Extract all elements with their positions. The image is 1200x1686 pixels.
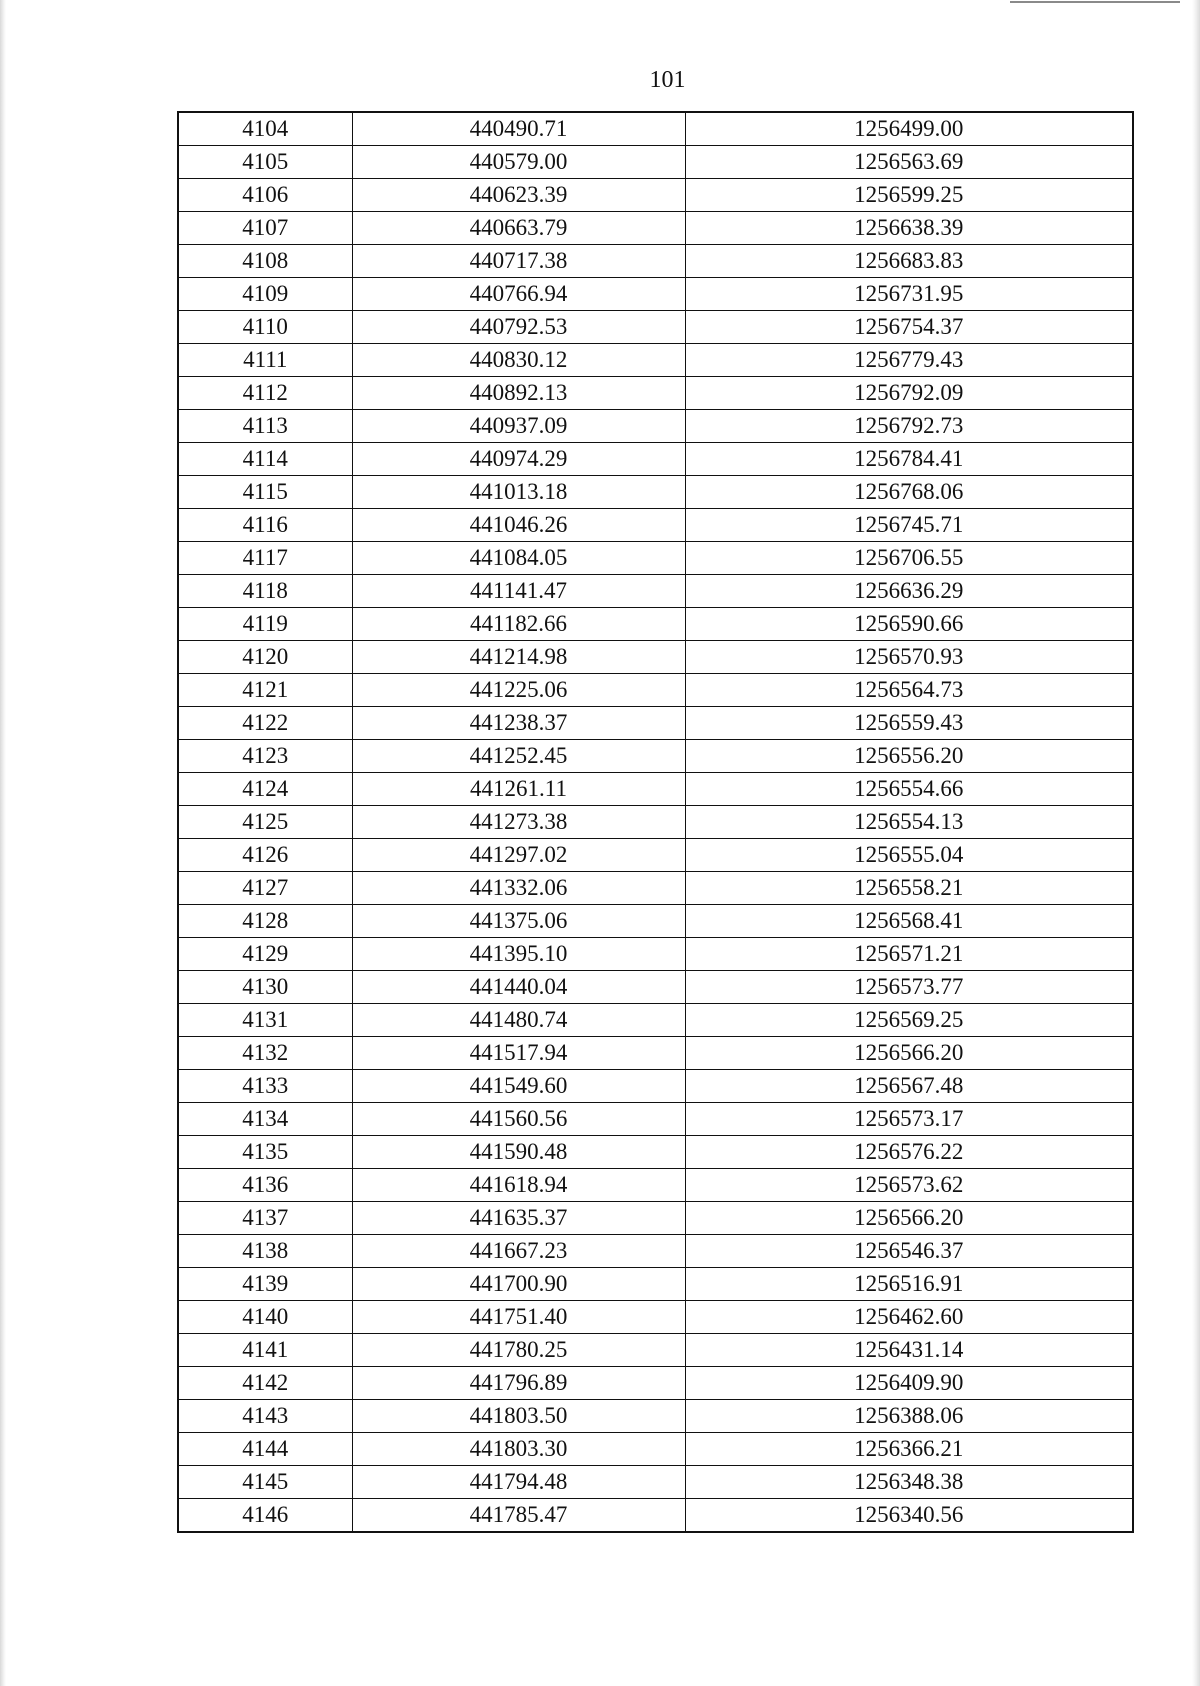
table-row <box>178 212 1133 245</box>
table-row <box>178 1169 1133 1202</box>
table-row <box>178 1367 1133 1400</box>
y-coordinate-cell: 1256590.66 <box>685 608 1133 641</box>
table-row <box>178 1499 1133 1533</box>
y-coordinate-cell: 1256556.20 <box>685 740 1133 773</box>
table-row <box>178 1268 1133 1301</box>
y-coordinate-cell: 1256409.90 <box>685 1367 1133 1400</box>
y-coordinate-cell: 1256573.77 <box>685 971 1133 1004</box>
table-row <box>178 476 1133 509</box>
point-id-cell: 4132 <box>178 1037 352 1070</box>
table-row <box>178 1037 1133 1070</box>
point-id-cell: 4115 <box>178 476 352 509</box>
point-id-cell: 4105 <box>178 146 352 179</box>
point-id-cell: 4145 <box>178 1466 352 1499</box>
table-row <box>178 443 1133 476</box>
y-coordinate-cell: 1256569.25 <box>685 1004 1133 1037</box>
x-coordinate-cell: 441549.60 <box>352 1070 685 1103</box>
y-coordinate-cell: 1256564.73 <box>685 674 1133 707</box>
x-coordinate-cell: 440830.12 <box>352 344 685 377</box>
table-row <box>178 1103 1133 1136</box>
x-coordinate-cell: 441796.89 <box>352 1367 685 1400</box>
table-row <box>178 1466 1133 1499</box>
scan-edge-left <box>0 0 6 1686</box>
y-coordinate-cell: 1256566.20 <box>685 1037 1133 1070</box>
scan-edge-right <box>1192 0 1200 1686</box>
x-coordinate-cell: 441785.47 <box>352 1499 685 1533</box>
point-id-cell: 4138 <box>178 1235 352 1268</box>
y-coordinate-cell: 1256566.20 <box>685 1202 1133 1235</box>
table-row <box>178 278 1133 311</box>
point-id-cell: 4119 <box>178 608 352 641</box>
point-id-cell: 4110 <box>178 311 352 344</box>
y-coordinate-cell: 1256683.83 <box>685 245 1133 278</box>
coordinate-table-body <box>178 112 1133 1532</box>
x-coordinate-cell: 441214.98 <box>352 641 685 674</box>
y-coordinate-cell: 1256571.21 <box>685 938 1133 971</box>
x-coordinate-cell: 441238.37 <box>352 707 685 740</box>
x-coordinate-cell: 441182.66 <box>352 608 685 641</box>
point-id-cell: 4123 <box>178 740 352 773</box>
x-coordinate-cell: 440663.79 <box>352 212 685 245</box>
x-coordinate-cell: 440717.38 <box>352 245 685 278</box>
table-row <box>178 1004 1133 1037</box>
table-row <box>178 905 1133 938</box>
table-row <box>178 773 1133 806</box>
x-coordinate-cell: 441803.30 <box>352 1433 685 1466</box>
y-coordinate-cell: 1256546.37 <box>685 1235 1133 1268</box>
x-coordinate-cell: 441297.02 <box>352 839 685 872</box>
point-id-cell: 4113 <box>178 410 352 443</box>
x-coordinate-cell: 441332.06 <box>352 872 685 905</box>
point-id-cell: 4144 <box>178 1433 352 1466</box>
point-id-cell: 4106 <box>178 179 352 212</box>
y-coordinate-cell: 1256636.29 <box>685 575 1133 608</box>
y-coordinate-cell: 1256462.60 <box>685 1301 1133 1334</box>
point-id-cell: 4141 <box>178 1334 352 1367</box>
table-row <box>178 311 1133 344</box>
point-id-cell: 4104 <box>178 112 352 146</box>
point-id-cell: 4111 <box>178 344 352 377</box>
point-id-cell: 4117 <box>178 542 352 575</box>
x-coordinate-cell: 441084.05 <box>352 542 685 575</box>
x-coordinate-cell: 440792.53 <box>352 311 685 344</box>
point-id-cell: 4116 <box>178 509 352 542</box>
point-id-cell: 4121 <box>178 674 352 707</box>
table-row <box>178 938 1133 971</box>
table-row <box>178 377 1133 410</box>
x-coordinate-cell: 441517.94 <box>352 1037 685 1070</box>
x-coordinate-cell: 441273.38 <box>352 806 685 839</box>
table-row <box>178 806 1133 839</box>
x-coordinate-cell: 440974.29 <box>352 443 685 476</box>
y-coordinate-cell: 1256779.43 <box>685 344 1133 377</box>
y-coordinate-cell: 1256554.66 <box>685 773 1133 806</box>
x-coordinate-cell: 441794.48 <box>352 1466 685 1499</box>
table-row <box>178 245 1133 278</box>
x-coordinate-cell: 441751.40 <box>352 1301 685 1334</box>
x-coordinate-cell: 441252.45 <box>352 740 685 773</box>
point-id-cell: 4109 <box>178 278 352 311</box>
table-row <box>178 1433 1133 1466</box>
x-coordinate-cell: 441013.18 <box>352 476 685 509</box>
table-row <box>178 872 1133 905</box>
y-coordinate-cell: 1256638.39 <box>685 212 1133 245</box>
point-id-cell: 4114 <box>178 443 352 476</box>
point-id-cell: 4131 <box>178 1004 352 1037</box>
y-coordinate-cell: 1256388.06 <box>685 1400 1133 1433</box>
coordinate-table <box>177 111 1134 1533</box>
x-coordinate-cell: 441375.06 <box>352 905 685 938</box>
point-id-cell: 4126 <box>178 839 352 872</box>
point-id-cell: 4122 <box>178 707 352 740</box>
table-row <box>178 1334 1133 1367</box>
x-coordinate-cell: 441480.74 <box>352 1004 685 1037</box>
point-id-cell: 4136 <box>178 1169 352 1202</box>
point-id-cell: 4133 <box>178 1070 352 1103</box>
table-row <box>178 1235 1133 1268</box>
y-coordinate-cell: 1256348.38 <box>685 1466 1133 1499</box>
y-coordinate-cell: 1256792.73 <box>685 410 1133 443</box>
table-row <box>178 146 1133 179</box>
y-coordinate-cell: 1256570.93 <box>685 641 1133 674</box>
point-id-cell: 4118 <box>178 575 352 608</box>
y-coordinate-cell: 1256792.09 <box>685 377 1133 410</box>
x-coordinate-cell: 440490.71 <box>352 112 685 146</box>
point-id-cell: 4124 <box>178 773 352 806</box>
y-coordinate-cell: 1256568.41 <box>685 905 1133 938</box>
table-row <box>178 608 1133 641</box>
y-coordinate-cell: 1256558.21 <box>685 872 1133 905</box>
x-coordinate-cell: 441440.04 <box>352 971 685 1004</box>
x-coordinate-cell: 441225.06 <box>352 674 685 707</box>
table-row <box>178 410 1133 443</box>
point-id-cell: 4139 <box>178 1268 352 1301</box>
point-id-cell: 4112 <box>178 377 352 410</box>
table-row <box>178 575 1133 608</box>
point-id-cell: 4108 <box>178 245 352 278</box>
x-coordinate-cell: 441667.23 <box>352 1235 685 1268</box>
x-coordinate-cell: 441780.25 <box>352 1334 685 1367</box>
page-number: 101 <box>649 67 686 93</box>
x-coordinate-cell: 440579.00 <box>352 146 685 179</box>
y-coordinate-cell: 1256366.21 <box>685 1433 1133 1466</box>
point-id-cell: 4137 <box>178 1202 352 1235</box>
table-row <box>178 1136 1133 1169</box>
table-row <box>178 179 1133 212</box>
y-coordinate-cell: 1256431.14 <box>685 1334 1133 1367</box>
point-id-cell: 4127 <box>178 872 352 905</box>
x-coordinate-cell: 441700.90 <box>352 1268 685 1301</box>
point-id-cell: 4128 <box>178 905 352 938</box>
y-coordinate-cell: 1256706.55 <box>685 542 1133 575</box>
point-id-cell: 4107 <box>178 212 352 245</box>
x-coordinate-cell: 440623.39 <box>352 179 685 212</box>
y-coordinate-cell: 1256516.91 <box>685 1268 1133 1301</box>
table-row <box>178 1400 1133 1433</box>
y-coordinate-cell: 1256554.13 <box>685 806 1133 839</box>
x-coordinate-cell: 441261.11 <box>352 773 685 806</box>
y-coordinate-cell: 1256754.37 <box>685 311 1133 344</box>
x-coordinate-cell: 441803.50 <box>352 1400 685 1433</box>
point-id-cell: 4135 <box>178 1136 352 1169</box>
table-row <box>178 112 1133 146</box>
y-coordinate-cell: 1256745.71 <box>685 509 1133 542</box>
x-coordinate-cell: 441618.94 <box>352 1169 685 1202</box>
x-coordinate-cell: 441046.26 <box>352 509 685 542</box>
y-coordinate-cell: 1256573.62 <box>685 1169 1133 1202</box>
table-row <box>178 344 1133 377</box>
point-id-cell: 4125 <box>178 806 352 839</box>
table-row <box>178 509 1133 542</box>
table-row <box>178 542 1133 575</box>
x-coordinate-cell: 441395.10 <box>352 938 685 971</box>
table-row <box>178 674 1133 707</box>
x-coordinate-cell: 440937.09 <box>352 410 685 443</box>
y-coordinate-cell: 1256555.04 <box>685 839 1133 872</box>
x-coordinate-cell: 440766.94 <box>352 278 685 311</box>
point-id-cell: 4143 <box>178 1400 352 1433</box>
table-row <box>178 740 1133 773</box>
point-id-cell: 4129 <box>178 938 352 971</box>
table-row <box>178 707 1133 740</box>
y-coordinate-cell: 1256559.43 <box>685 707 1133 740</box>
point-id-cell: 4146 <box>178 1499 352 1533</box>
point-id-cell: 4140 <box>178 1301 352 1334</box>
y-coordinate-cell: 1256567.48 <box>685 1070 1133 1103</box>
y-coordinate-cell: 1256499.00 <box>685 112 1133 146</box>
y-coordinate-cell: 1256784.41 <box>685 443 1133 476</box>
x-coordinate-cell: 441635.37 <box>352 1202 685 1235</box>
y-coordinate-cell: 1256731.95 <box>685 278 1133 311</box>
y-coordinate-cell: 1256340.56 <box>685 1499 1133 1533</box>
y-coordinate-cell: 1256768.06 <box>685 476 1133 509</box>
scan-artifact-line <box>1010 1 1180 3</box>
x-coordinate-cell: 441560.56 <box>352 1103 685 1136</box>
table-row <box>178 971 1133 1004</box>
point-id-cell: 4134 <box>178 1103 352 1136</box>
point-id-cell: 4130 <box>178 971 352 1004</box>
table-row <box>178 1202 1133 1235</box>
table-row <box>178 1070 1133 1103</box>
table-row <box>178 1301 1133 1334</box>
x-coordinate-cell: 441590.48 <box>352 1136 685 1169</box>
y-coordinate-cell: 1256599.25 <box>685 179 1133 212</box>
table-row <box>178 839 1133 872</box>
y-coordinate-cell: 1256576.22 <box>685 1136 1133 1169</box>
point-id-cell: 4120 <box>178 641 352 674</box>
table-row <box>178 641 1133 674</box>
y-coordinate-cell: 1256563.69 <box>685 146 1133 179</box>
x-coordinate-cell: 441141.47 <box>352 575 685 608</box>
y-coordinate-cell: 1256573.17 <box>685 1103 1133 1136</box>
x-coordinate-cell: 440892.13 <box>352 377 685 410</box>
point-id-cell: 4142 <box>178 1367 352 1400</box>
